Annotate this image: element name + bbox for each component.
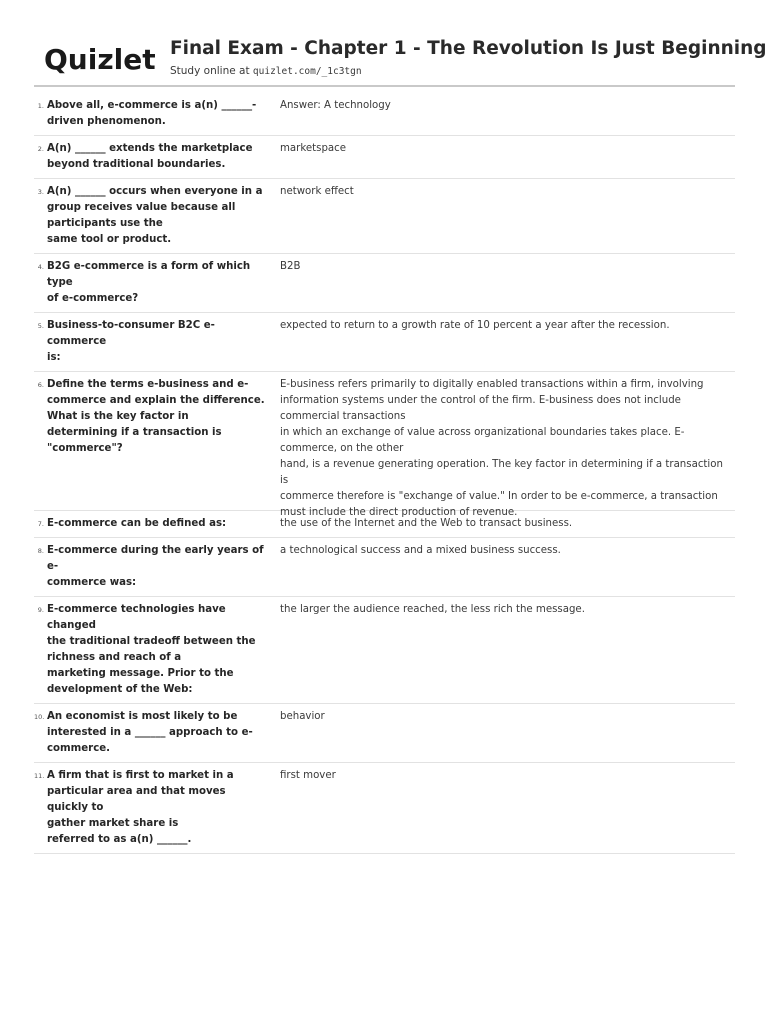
card-number: 3.	[37, 188, 44, 196]
card-number: 10.	[34, 713, 45, 721]
term-line: commerce was:	[47, 577, 137, 588]
card-term	[47, 602, 269, 698]
card-term	[47, 259, 269, 307]
card-term	[47, 98, 269, 130]
term-line: marketing message. Prior to the	[47, 668, 234, 679]
definition-line: first mover	[280, 770, 336, 781]
term-line: gather market share is	[47, 818, 179, 829]
term-line: same tool or product.	[47, 234, 172, 245]
page-title: Final Exam - Chapter 1 - The Revolution Is Just Beginning	[170, 38, 767, 59]
definition-line: expected to return to a growth rate of 10 percent a year after the recession.	[280, 320, 670, 331]
definition-line: the use of the Internet and the Web to transact business.	[280, 518, 573, 529]
flashcard-row	[34, 704, 735, 763]
card-definition	[280, 768, 732, 784]
card-term	[47, 768, 269, 848]
card-term	[47, 184, 269, 248]
definition-line: Answer: A technology	[280, 100, 391, 111]
card-number: 8.	[37, 547, 44, 555]
term-line: A firm that is first to market in a	[47, 770, 234, 781]
term-line: particular area and that moves quickly to	[47, 786, 226, 813]
flashcard-row	[34, 538, 735, 597]
term-line: development of the Web:	[47, 684, 193, 695]
header-divider	[34, 85, 735, 87]
definition-line: E-business refers primarily to digitally enabled transactions within a firm, involving	[280, 379, 704, 390]
term-line: A(n) ______ extends the marketplace	[47, 143, 253, 154]
definition-line: commercial transactions	[280, 411, 406, 422]
term-line: determining if a transaction is	[47, 427, 222, 438]
term-line: Business-to-consumer B2C e-commerce	[47, 320, 215, 347]
definition-line: information systems under the control of the firm. E-business does not include	[280, 395, 681, 406]
card-definition	[280, 709, 732, 725]
card-definition	[280, 318, 732, 334]
flashcard-row	[34, 511, 735, 538]
definition-line: the larger the audience reached, the less rich the message.	[280, 604, 585, 615]
term-line: B2G e-commerce is a form of which type	[47, 261, 251, 288]
card-number: 7.	[37, 520, 44, 528]
flashcard-row	[34, 93, 735, 136]
flashcard-row	[34, 179, 735, 254]
term-line: beyond traditional boundaries.	[47, 159, 226, 170]
term-line: E-commerce during the early years of e-	[47, 545, 264, 572]
flashcard-list	[34, 93, 735, 854]
card-definition	[280, 184, 732, 200]
card-definition	[280, 141, 732, 157]
definition-line: commerce, on the other	[280, 443, 404, 454]
study-online-label: Study online at	[170, 65, 253, 77]
term-line: participants use the	[47, 218, 163, 229]
term-line: An economist is most likely to be	[47, 711, 238, 722]
definition-line: network effect	[280, 186, 354, 197]
definition-line: must include the direct production of revenue.	[280, 507, 518, 518]
definition-line: in which an exchange of value across organizational boundaries takes place. E-	[280, 427, 685, 438]
flashcard-row	[34, 372, 735, 518]
page-header	[44, 36, 767, 86]
card-number: 2.	[37, 145, 44, 153]
term-line: Above all, e-commerce is a(n) ______-	[47, 100, 257, 111]
card-term	[47, 141, 269, 173]
card-number: 11.	[34, 772, 45, 780]
term-line: of e-commerce?	[47, 293, 139, 304]
study-url-link[interactable]: quizlet.com/_1c3tgn	[252, 66, 362, 77]
term-line: Define the terms e-business and e-	[47, 379, 249, 390]
definition-line: behavior	[280, 711, 325, 722]
card-number: 6.	[37, 381, 44, 389]
term-line: What is the key factor in	[47, 411, 189, 422]
term-line: E-commerce technologies have changed	[47, 604, 226, 631]
study-online-line	[170, 65, 362, 77]
term-line: driven phenomenon.	[47, 116, 166, 127]
flashcard-row	[34, 313, 735, 372]
term-line: "commerce"?	[47, 443, 123, 454]
flashcard-row	[34, 136, 735, 179]
card-definition	[280, 259, 732, 275]
term-line: E-commerce can be defined as:	[47, 518, 227, 529]
term-line: group receives value because all	[47, 202, 236, 213]
card-term	[47, 516, 269, 532]
quizlet-logo[interactable]: Quizlet	[44, 43, 156, 76]
term-line: commerce.	[47, 743, 111, 754]
term-line: commerce and explain the difference.	[47, 395, 265, 406]
term-line: richness and reach of a	[47, 652, 182, 663]
term-line: A(n) ______ occurs when everyone in a	[47, 186, 263, 197]
card-number: 9.	[37, 606, 44, 614]
definition-line: a technological success and a mixed business success.	[280, 545, 561, 556]
card-number: 5.	[37, 322, 44, 330]
card-definition	[280, 98, 732, 114]
flashcard-row	[34, 763, 735, 854]
card-term	[47, 709, 269, 757]
flashcard-row	[34, 597, 735, 704]
card-term	[47, 318, 269, 366]
term-line: interested in a ______ approach to e-	[47, 727, 253, 738]
card-term	[47, 543, 269, 591]
term-line: is:	[47, 352, 61, 363]
definition-line: hand, is a revenue generating operation. The key factor in determining if a transaction is	[280, 459, 723, 486]
definition-line: commerce therefore is "exchange of value." In order to be e-commerce, a transaction	[280, 491, 718, 502]
card-definition	[280, 602, 732, 618]
term-line: the traditional tradeoff between the	[47, 636, 256, 647]
term-line: referred to as a(n) ______.	[47, 834, 192, 845]
card-number: 1.	[37, 102, 44, 110]
card-definition	[280, 543, 732, 559]
definition-line: B2B	[280, 261, 301, 272]
flashcard-row	[34, 254, 735, 313]
card-number: 4.	[37, 263, 44, 271]
card-definition	[280, 377, 732, 521]
card-definition	[280, 516, 732, 532]
definition-line: marketspace	[280, 143, 347, 154]
card-term	[47, 377, 269, 457]
